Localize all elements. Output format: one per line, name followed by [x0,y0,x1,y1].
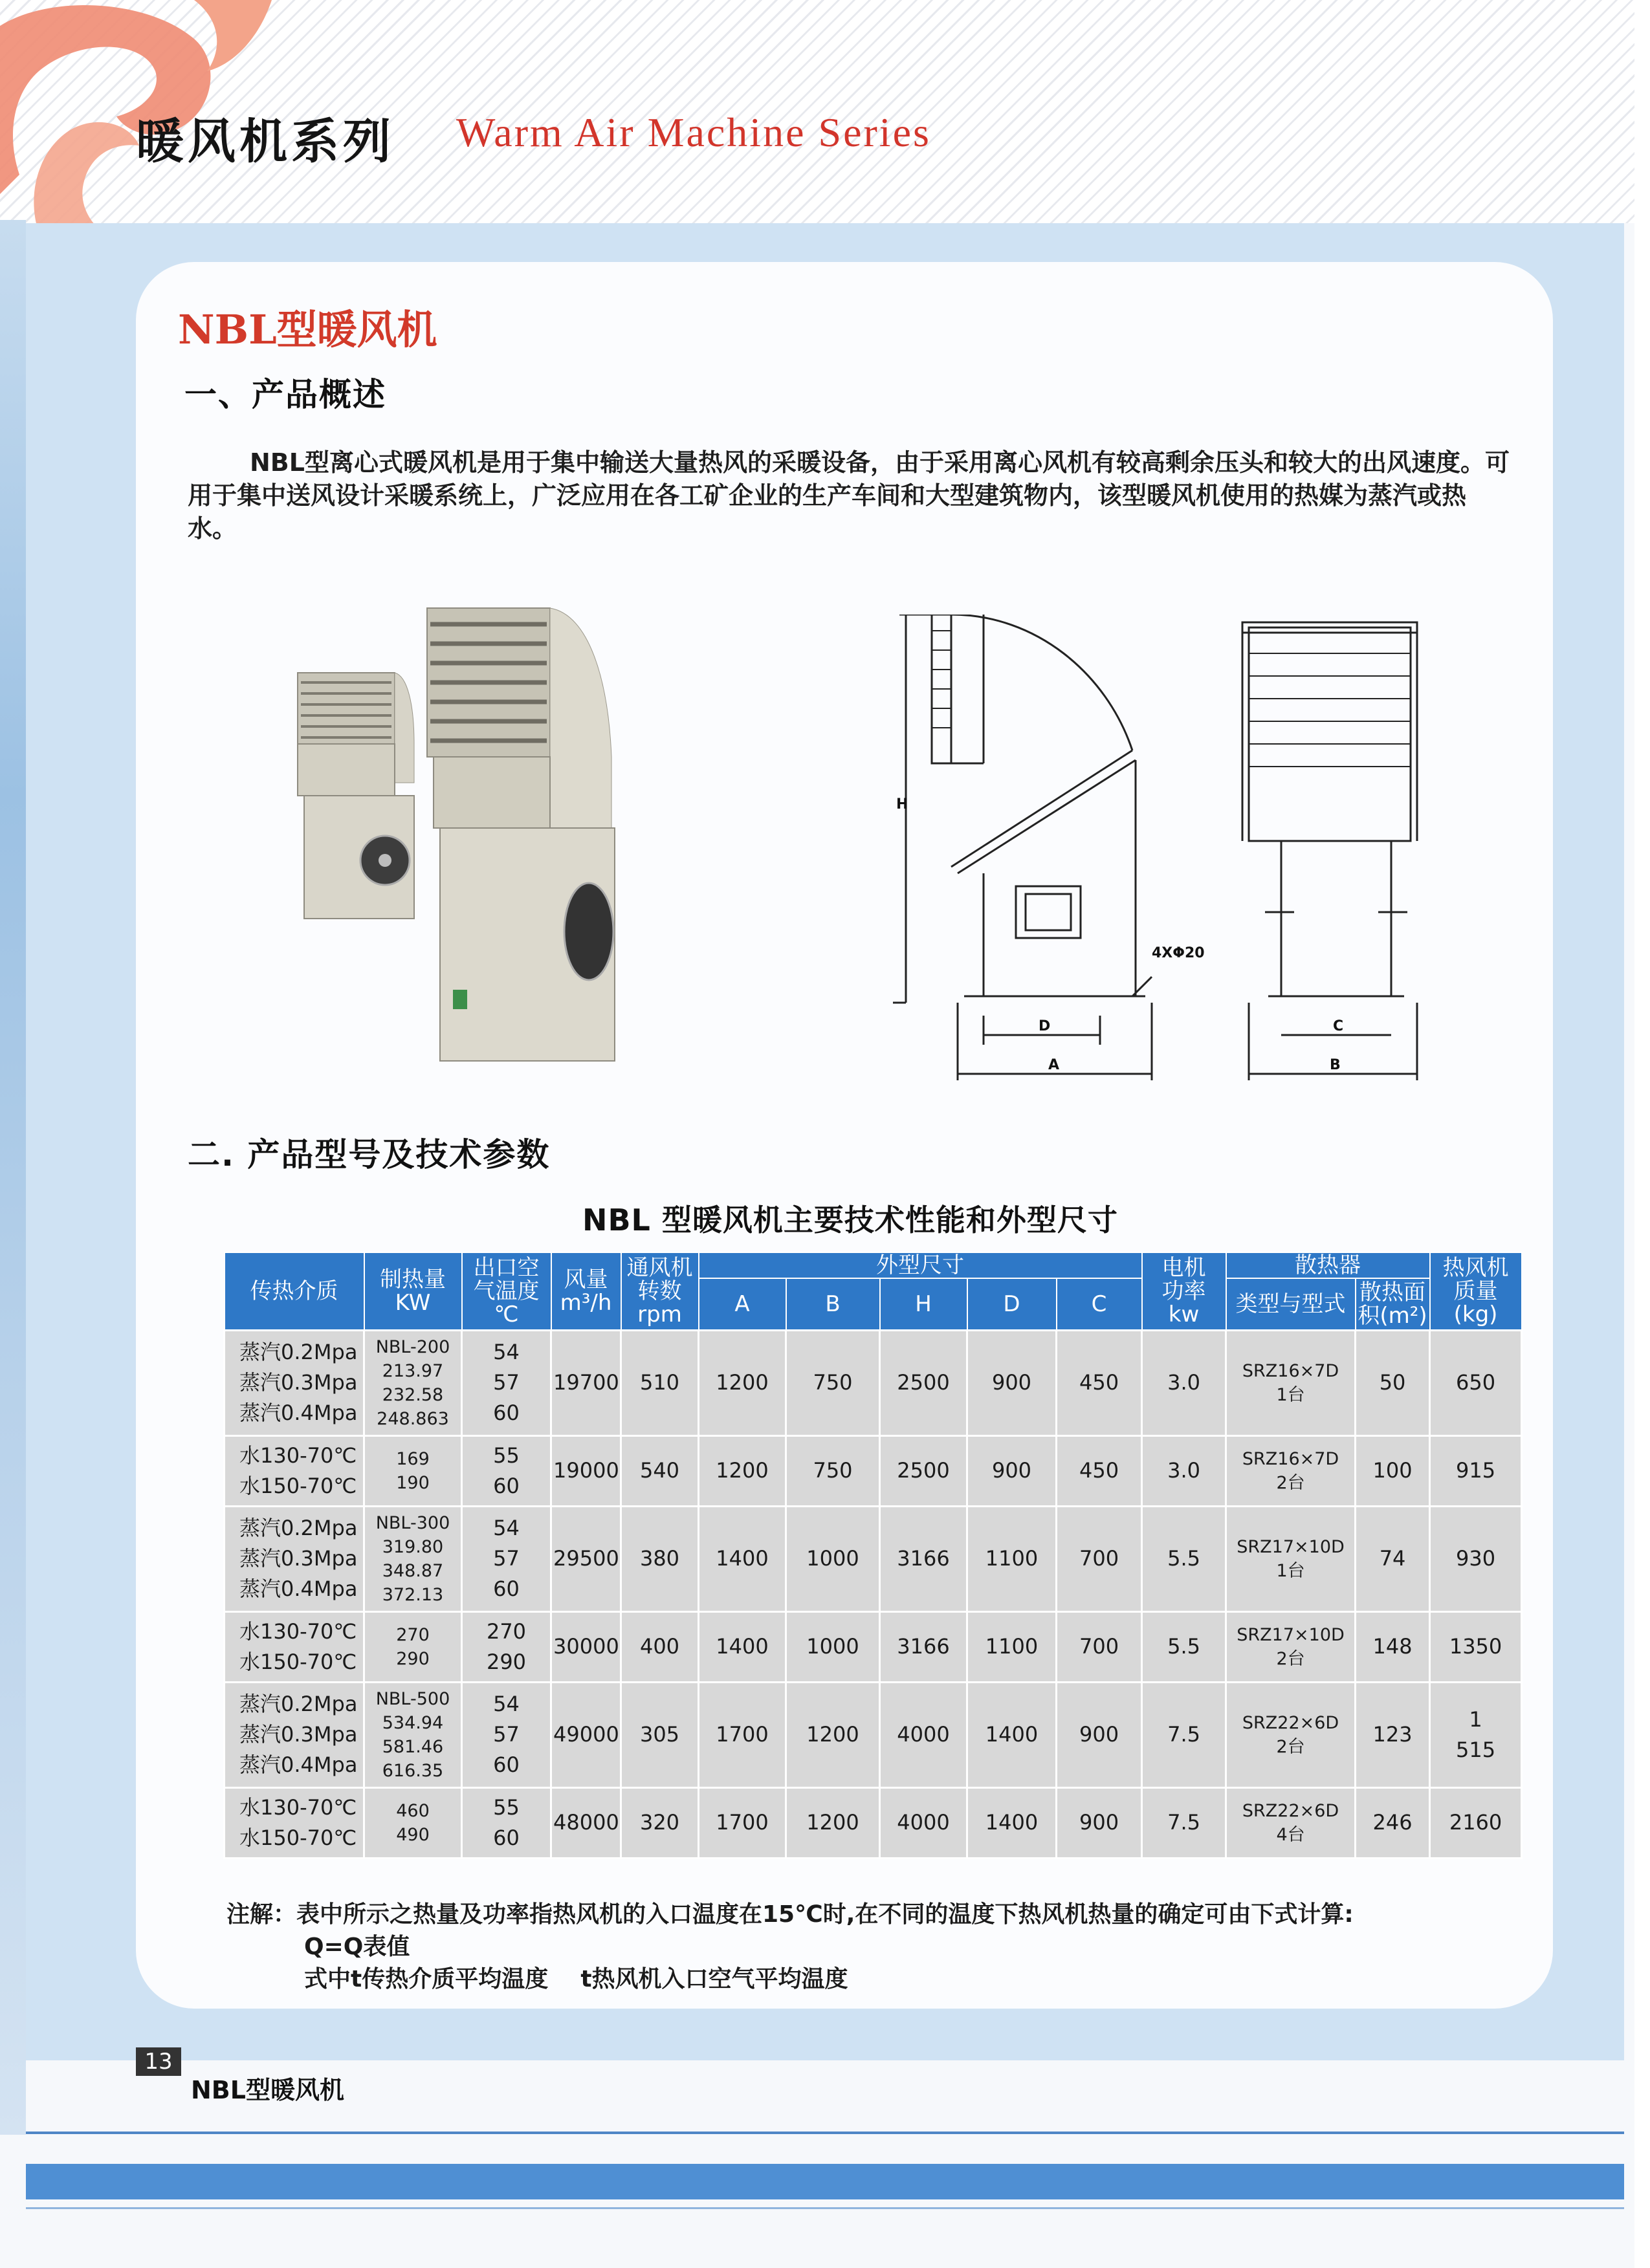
table-row [225,1435,1522,1506]
cell-d: 1100 [967,1506,1057,1611]
cell-c: 900 [1057,1787,1142,1858]
footer-rule [26,2132,1624,2134]
table-row [225,1682,1522,1787]
cell-radiator-area: 123 [1356,1682,1430,1787]
cell-fan-speed: 380 [621,1506,699,1611]
cell-a: 1700 [699,1787,786,1858]
cell-airflow: 30000 [551,1611,621,1682]
cell-h: 2500 [880,1330,967,1435]
cell-motor: 3.0 [1142,1330,1226,1435]
overview-text: NBL型离心式暖风机是用于集中输送大量热风的采暖设备，由于采用离心风机有较高剩余压头和较大的出风速度。可用于集中送风设计采暖系统上，广泛应用在各工矿企业的生产车间和大型建筑物内，该型暖风机使用的热媒为蒸汽或热水。 [188,448,1510,543]
cell-d: 900 [967,1330,1057,1435]
cell-motor: 5.5 [1142,1506,1226,1611]
th-outlet-temp: 出口空 气温度 ℃ [462,1252,551,1330]
cell-a: 1400 [699,1506,786,1611]
th-dimensions: 外型尺寸 [699,1252,1142,1278]
dim-label-c: C [1333,1018,1344,1034]
cell-weight: 650 [1430,1330,1522,1435]
cell-c: 700 [1057,1611,1142,1682]
dim-label-d: D [1039,1018,1051,1034]
cell-c: 450 [1057,1330,1142,1435]
cell-outlet-temp: 55 60 [462,1435,551,1506]
cell-c: 900 [1057,1682,1142,1787]
cell-motor: 5.5 [1142,1611,1226,1682]
cell-c: 450 [1057,1435,1142,1506]
cell-radiator-type: SRZ22×6D 2台 [1226,1682,1356,1787]
spec-table [223,1252,1523,1859]
table-row [225,1330,1522,1435]
cell-heat: 460 490 [364,1787,462,1858]
cell-heat: 270 290 [364,1611,462,1682]
cell-b: 1200 [786,1682,880,1787]
cell-motor: 3.0 [1142,1435,1226,1506]
cell-weight: 930 [1430,1506,1522,1611]
cell-medium: 蒸汽0.2Mpa 蒸汽0.3Mpa 蒸汽0.4Mpa [225,1506,364,1611]
cell-h: 4000 [880,1682,967,1787]
th-airflow: 风量 m³/h [551,1252,621,1330]
th-medium: 传热介质 [225,1252,364,1330]
cell-d: 1100 [967,1611,1057,1682]
cell-outlet-temp: 54 57 60 [462,1506,551,1611]
cell-heat: NBL-500 534.94 581.46 616.35 [364,1682,462,1787]
cell-medium: 水130-70℃ 水150-70℃ [225,1611,364,1682]
th-radiator: 散热器 [1226,1252,1430,1278]
cell-h: 4000 [880,1787,967,1858]
cell-radiator-type: SRZ17×10D 2台 [1226,1611,1356,1682]
cell-radiator-area: 246 [1356,1787,1430,1858]
note-formula: Q=Q表值 [304,1934,410,1960]
large-unit-image [427,608,615,1061]
cell-h: 3166 [880,1611,967,1682]
cell-a: 1200 [699,1330,786,1435]
cell-fan-speed: 540 [621,1435,699,1506]
th-motor: 电机 功率 kw [1142,1252,1226,1330]
dim-label-h: H [896,796,908,812]
left-edge-band [0,220,26,2135]
cell-b: 1000 [786,1506,880,1611]
th-radiator-type: 类型与型式 [1226,1278,1356,1330]
th-radiator-area: 散热面 积(m²) [1356,1278,1430,1330]
dim-label-holes: 4XΦ20 [1152,945,1205,961]
cell-h: 3166 [880,1506,967,1611]
cell-radiator-type: SRZ16×7D 1台 [1226,1330,1356,1435]
cell-heat: NBL-300 319.80 348.87 372.13 [364,1506,462,1611]
overview-paragraph [188,446,1514,545]
cell-weight: 915 [1430,1435,1522,1506]
dim-label-b: B [1330,1057,1341,1073]
side-view-drawing [893,615,1152,1080]
cell-h: 2500 [880,1435,967,1506]
front-view-drawing [1242,622,1417,1080]
table-row [225,1506,1522,1611]
cell-radiator-area: 74 [1356,1506,1430,1611]
cell-a: 1700 [699,1682,786,1787]
cell-b: 750 [786,1435,880,1506]
cell-heat: 169 190 [364,1435,462,1506]
cell-medium: 水130-70℃ 水150-70℃ [225,1435,364,1506]
cell-weight: 2160 [1430,1787,1522,1858]
th-h: H [880,1278,967,1330]
cell-fan-speed: 320 [621,1787,699,1858]
cell-radiator-area: 100 [1356,1435,1430,1506]
cell-fan-speed: 400 [621,1611,699,1682]
cell-airflow: 48000 [551,1787,621,1858]
product-title: NBL型暖风机 [178,306,437,353]
note-line-1: 注解：表中所示之热量及功率指热风机的入口温度在15℃时,在不同的温度下热风机热量的确定可由下式计算: [226,1901,1354,1928]
th-fan-speed: 通风机 转数 rpm [621,1252,699,1330]
th-a: A [699,1278,786,1330]
cell-d: 900 [967,1435,1057,1506]
cell-b: 750 [786,1330,880,1435]
cell-d: 1400 [967,1787,1057,1858]
th-weight: 热风机 质量 (kg) [1430,1252,1522,1330]
cell-outlet-temp: 54 57 60 [462,1330,551,1435]
page-number: 13 [136,2047,181,2076]
cell-outlet-temp: 270 290 [462,1611,551,1682]
page-edge [1634,0,1650,2268]
cell-airflow: 29500 [551,1506,621,1611]
cell-radiator-type: SRZ22×6D 4台 [1226,1787,1356,1858]
cell-c: 700 [1057,1506,1142,1611]
cell-b: 1000 [786,1611,880,1682]
cell-weight: 1 515 [1430,1682,1522,1787]
cell-radiator-area: 148 [1356,1611,1430,1682]
cell-fan-speed: 305 [621,1682,699,1787]
note-line-3: 式中t传热介质平均温度 t热风机入口空气平均温度 [304,1966,848,1992]
cell-medium: 水130-70℃ 水150-70℃ [225,1787,364,1858]
th-c: C [1057,1278,1142,1330]
cell-outlet-temp: 55 60 [462,1787,551,1858]
dimension-drawing [893,615,1449,1093]
cell-a: 1200 [699,1435,786,1506]
cell-radiator-type: SRZ16×7D 2台 [1226,1435,1356,1506]
overview-heading: 一、产品概述 [184,376,386,413]
series-title: 暖风机系列 [136,114,395,169]
notes-block [226,1899,1354,1996]
specs-heading: 二. 产品型号及技术参数 [188,1136,551,1173]
product-photo [285,589,699,1080]
cell-medium: 蒸汽0.2Mpa 蒸汽0.3Mpa 蒸汽0.4Mpa [225,1330,364,1435]
cell-d: 1400 [967,1682,1057,1787]
cell-radiator-type: SRZ17×10D 1台 [1226,1506,1356,1611]
cell-motor: 7.5 [1142,1682,1226,1787]
th-d: D [967,1278,1057,1330]
table-row [225,1787,1522,1858]
small-unit-image [298,673,414,919]
cell-b: 1200 [786,1787,880,1858]
cell-medium: 蒸汽0.2Mpa 蒸汽0.3Mpa 蒸汽0.4Mpa [225,1682,364,1787]
cell-outlet-temp: 54 57 60 [462,1682,551,1787]
series-subtitle: Warm Air Machine Series [456,109,931,155]
footer-label: NBL型暖风机 [191,2076,344,2104]
th-b: B [786,1278,880,1330]
cell-a: 1400 [699,1611,786,1682]
dim-label-a: A [1048,1057,1060,1073]
footer-rule-lower [26,2207,1624,2209]
table-row [225,1611,1522,1682]
cell-airflow: 49000 [551,1682,621,1787]
cell-weight: 1350 [1430,1611,1522,1682]
cell-motor: 7.5 [1142,1787,1226,1858]
footer-band [26,2164,1624,2199]
table-title: NBL 型暖风机主要技术性能和外型尺寸 [582,1203,1118,1238]
cell-radiator-area: 50 [1356,1330,1430,1435]
cell-heat: NBL-200 213.97 232.58 248.863 [364,1330,462,1435]
cell-airflow: 19700 [551,1330,621,1435]
cell-fan-speed: 510 [621,1330,699,1435]
th-heat: 制热量 KW [364,1252,462,1330]
cell-airflow: 19000 [551,1435,621,1506]
